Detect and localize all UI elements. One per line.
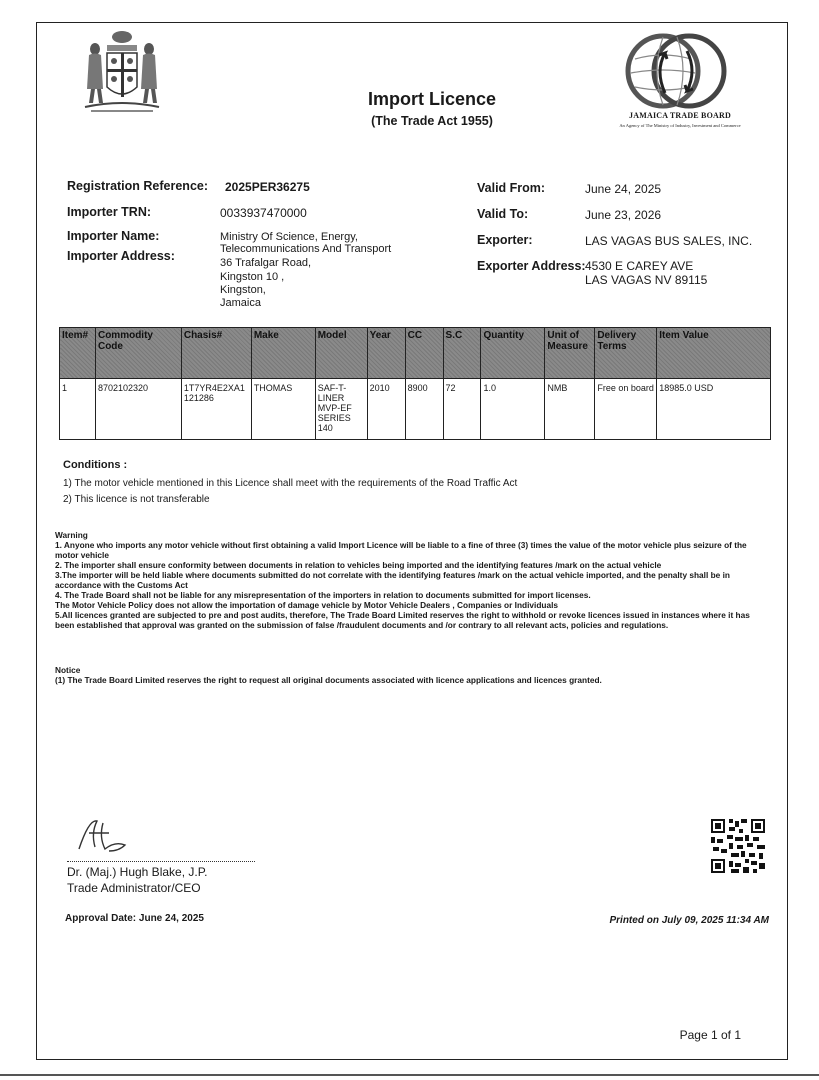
table-cell: 1T7YR4E2XA1 121286: [181, 379, 251, 440]
table-cell: NMB: [545, 379, 595, 440]
document-subtitle: (The Trade Act 1955): [371, 114, 493, 128]
signatory-title: Trade Administrator/CEO: [67, 881, 201, 895]
exporter-address-line: 4530 E CAREY AVE: [585, 259, 694, 273]
registration-value: 2025PER36275: [225, 180, 310, 194]
column-header: Delivery Terms: [595, 328, 657, 379]
trade-board-globe-icon: [585, 29, 775, 111]
registration-label: Registration Reference:: [67, 179, 209, 193]
column-header: Item Value: [657, 328, 771, 379]
warning-item: 4. The Trade Board shall not be liable for any misrepresentation of the importers in relation to documents submitted for import licenses.: [55, 590, 591, 600]
table-header-row: [60, 328, 771, 379]
conditions-title: Conditions :: [63, 459, 128, 471]
trade-board-tagline: An Agency of The Ministry of Industry, Investment and Commerce: [619, 123, 741, 128]
trade-board-name: JAMAICA TRADE BOARD: [629, 111, 731, 120]
column-header: Quantity: [481, 328, 545, 379]
trade-board-logo: [585, 29, 775, 139]
table-cell: 72: [443, 379, 481, 440]
importer-name-label: Importer Name:: [67, 229, 160, 243]
valid-to-value: June 23, 2026: [585, 208, 662, 222]
column-header: Unit of Measure: [545, 328, 595, 379]
importer-address-line: Jamaica: [220, 297, 261, 309]
importer-name-line2: Telecommunications And Transport: [220, 243, 392, 255]
column-header: Item#: [60, 328, 96, 379]
warning-item: The Motor Vehicle Policy does not allow the importation of damage vehicle by Motor Vehicle Dealers , Companies or Individuals: [55, 600, 558, 610]
table-cell: 2010: [367, 379, 405, 440]
condition-item: 2) This licence is not transferable: [63, 494, 210, 505]
column-header: Make: [251, 328, 315, 379]
licence-page: [36, 22, 788, 1060]
valid-from-value: June 24, 2025: [585, 182, 662, 196]
signature-line: [67, 861, 255, 862]
importer-name-line1: Ministry Of Science, Energy,: [220, 231, 358, 243]
table-cell: THOMAS: [251, 379, 315, 440]
column-header: Commodity Code: [95, 328, 181, 379]
table-cell: SAF-T-LINER MVP-EF SERIES 140: [315, 379, 367, 440]
importer-address-line: Kingston 10 ,: [220, 271, 285, 283]
valid-from-label: Valid From:: [477, 181, 546, 195]
column-header: Model: [315, 328, 367, 379]
trn-label: Importer TRN:: [67, 205, 152, 219]
table-cell: 18985.0 USD: [657, 379, 771, 440]
warning-title: Warning: [55, 530, 88, 540]
exporter-label: Exporter:: [477, 233, 533, 247]
signature-icon: [75, 815, 135, 857]
table-cell: 8900: [405, 379, 443, 440]
condition-item: 1) The motor vehicle mentioned in this Licence shall meet with the requirements of the Road Traffic Act: [63, 478, 518, 489]
warning-item: 1. Anyone who imports any motor vehicle without first obtaining a valid Import Licence will be liable to a fine of three (3) times the value of the motor vehicle plus seizure of the motor vehicle: [55, 540, 747, 560]
signatory-name: Dr. (Maj.) Hugh Blake, J.P.: [67, 865, 208, 879]
qr-code-icon: [711, 819, 765, 873]
coat-of-arms-icon: [77, 27, 167, 115]
warning-section: [55, 530, 767, 630]
page-number: Page 1 of 1: [679, 1028, 741, 1042]
notice-text: (1) The Trade Board Limited reserves the right to request all original documents associated with licence applications and licences granted.: [55, 675, 602, 685]
warning-item: 3.The importer will be held liable where documents submitted do not correlate with the identifying features /mark on the actual vehicle imported, and the penalty shall be in accordance with the Customs Act: [55, 570, 730, 590]
exporter-address-line: LAS VAGAS NV 89115: [585, 273, 708, 287]
valid-to-label: Valid To:: [477, 207, 529, 221]
column-header: CC: [405, 328, 443, 379]
warning-item: 2. The importer shall ensure conformity between documents in relation to vehicles being imported and the identifying features /mark on the actual vehicle: [55, 560, 662, 570]
items-table: [59, 327, 771, 440]
trn-value: 0033937470000: [220, 206, 307, 220]
notice-title: Notice: [55, 665, 81, 675]
approval-date: Approval Date: June 24, 2025: [65, 913, 204, 924]
importer-address-line: 36 Trafalgar Road,: [220, 257, 312, 269]
column-header: S.C: [443, 328, 481, 379]
importer-address-label: Importer Address:: [67, 249, 175, 263]
table-cell: 1: [60, 379, 96, 440]
table-row: [60, 379, 771, 440]
page-divider: [0, 1074, 819, 1076]
exporter-value: LAS VAGAS BUS SALES, INC.: [585, 234, 753, 248]
warning-item: 5.All licences granted are subjected to pre and post audits, therefore, The Trade Board Limited reserves the right to withhold or revoke licences issued in instances where it has been established that approval was granted on the submission of false /fraudulent documents and /or contrary to all relevant acts, policies and regulations.: [55, 610, 750, 630]
column-header: Chasis#: [181, 328, 251, 379]
column-header: Year: [367, 328, 405, 379]
table-cell: 1.0: [481, 379, 545, 440]
importer-address-line: Kingston,: [220, 284, 266, 296]
notice-section: [55, 665, 767, 685]
printed-timestamp: Printed on July 09, 2025 11:34 AM: [609, 915, 769, 926]
table-cell: 8702102320: [95, 379, 181, 440]
document-title: Import Licence: [367, 89, 497, 109]
table-cell: Free on board: [595, 379, 657, 440]
exporter-address-label: Exporter Address:: [477, 259, 586, 273]
